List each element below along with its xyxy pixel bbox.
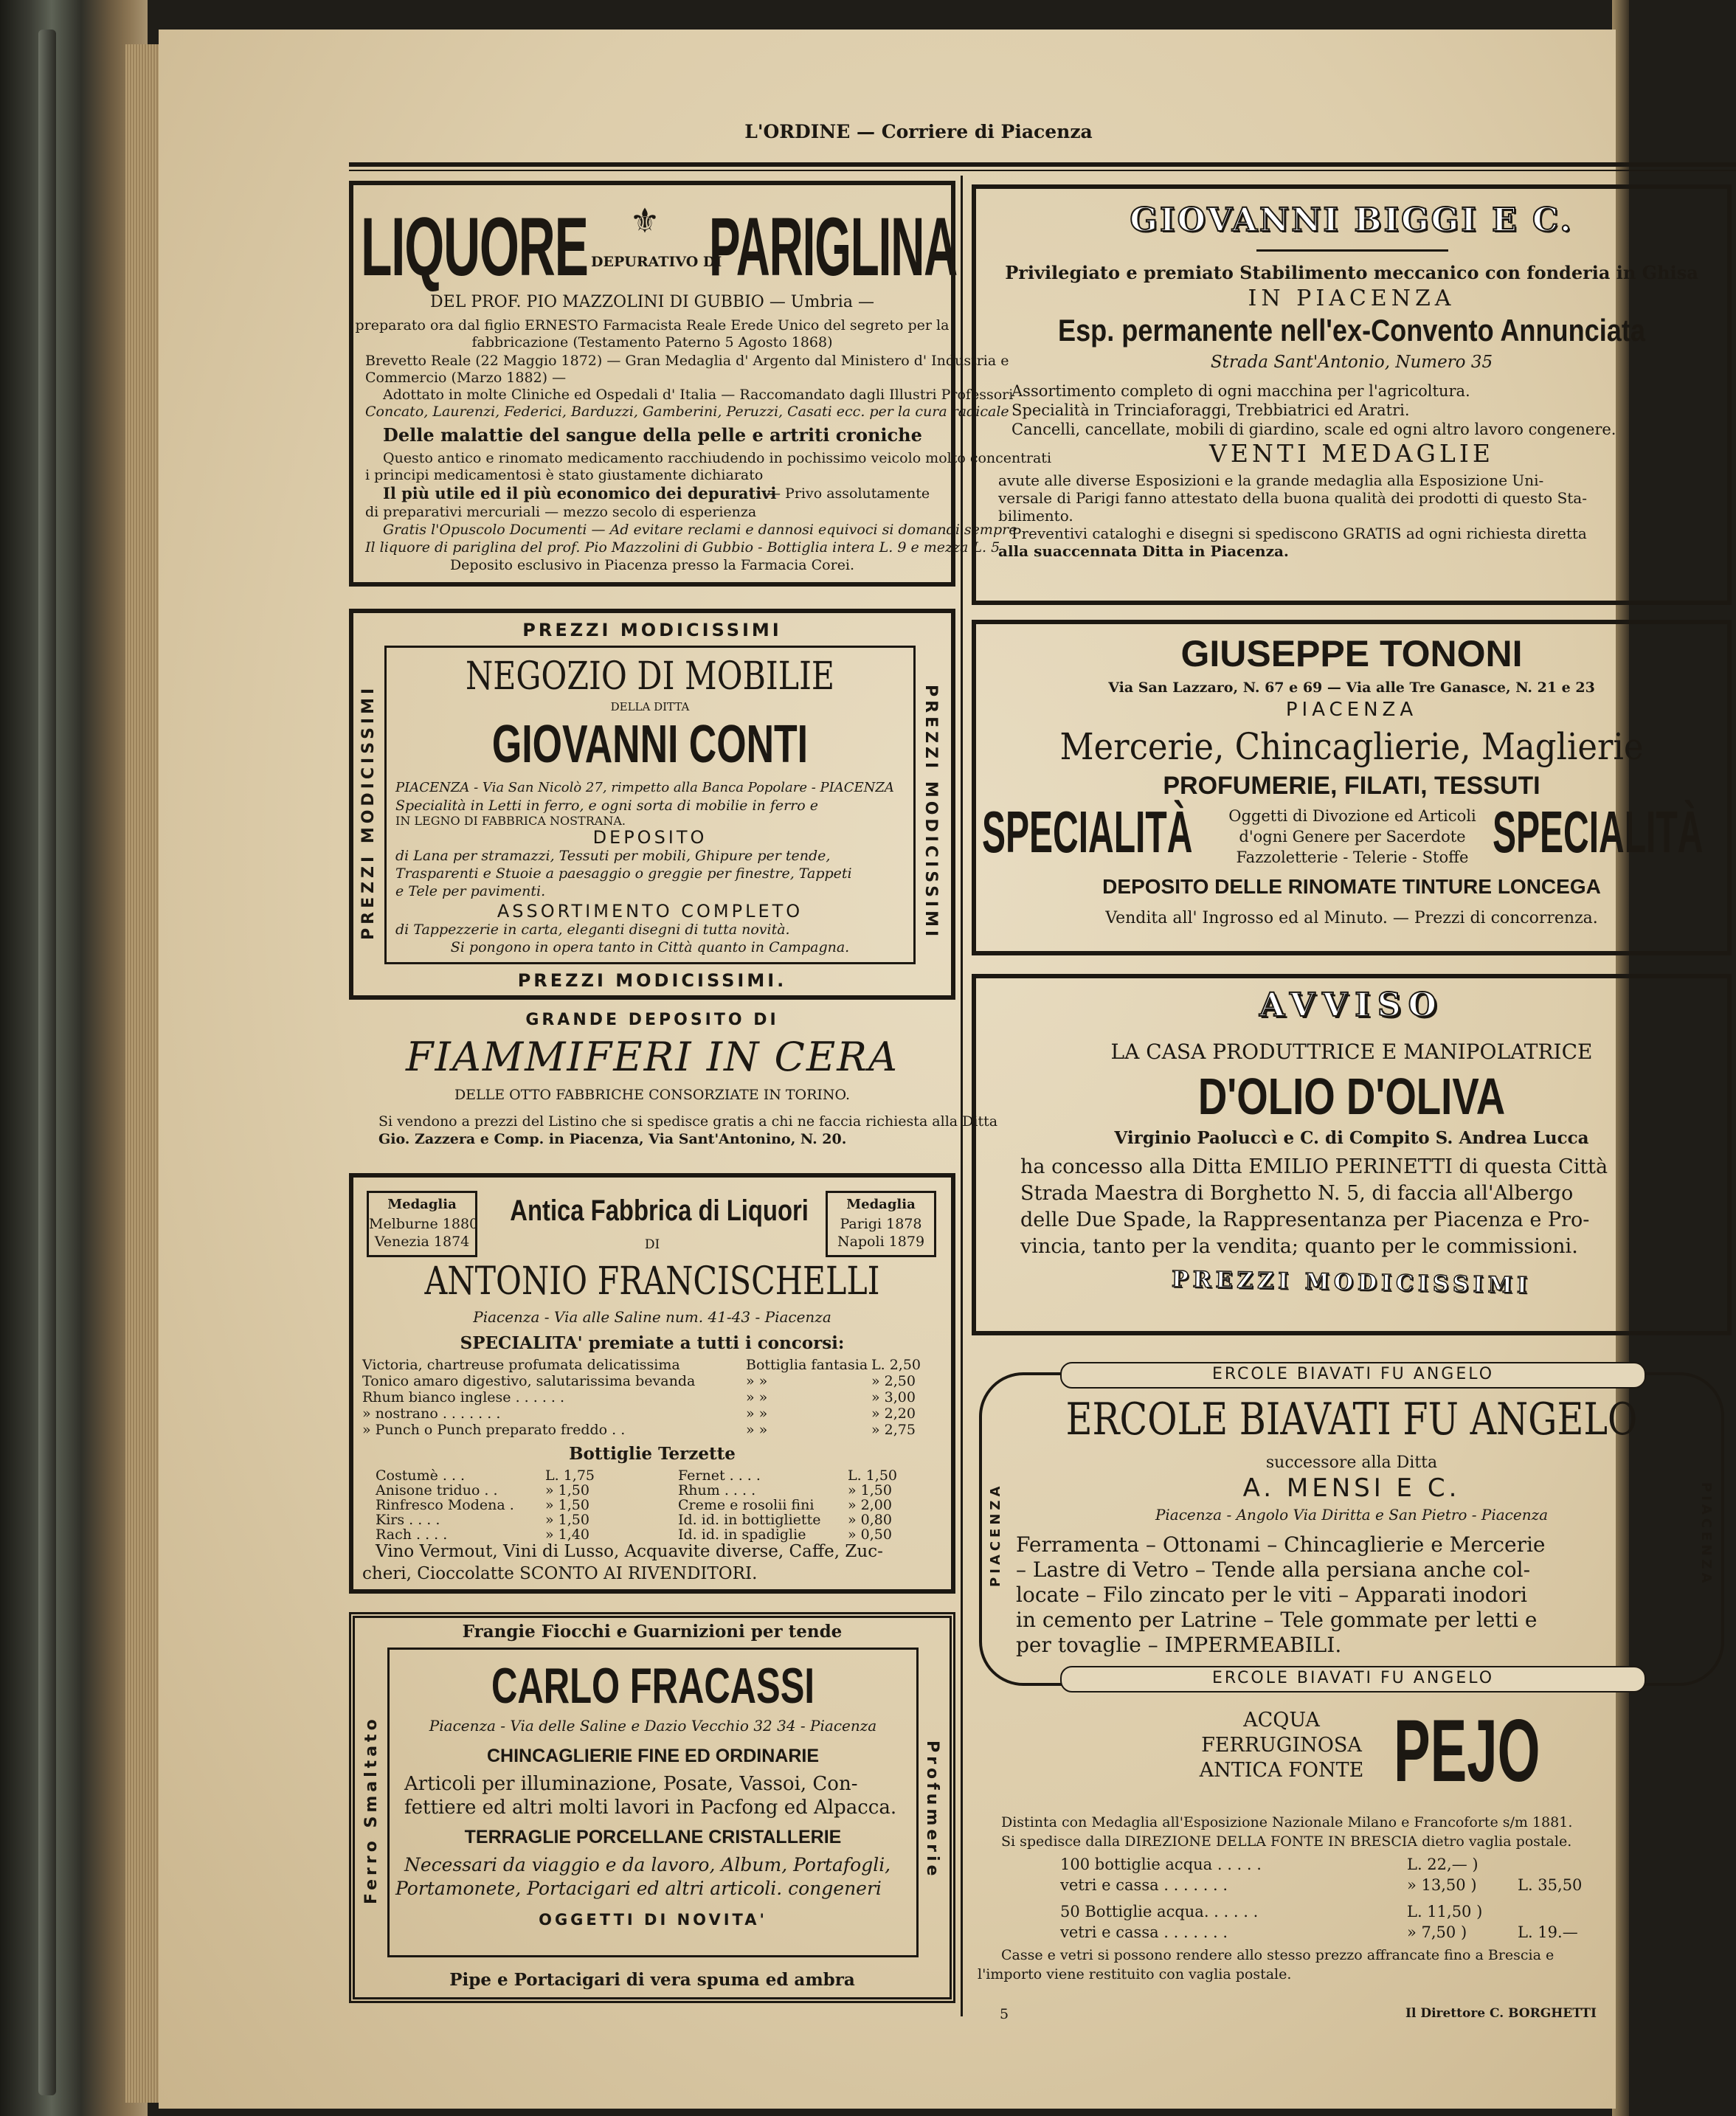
biavati-mensi: A. MENSI E C.: [1242, 1473, 1461, 1503]
fiammiferi-line: Si vendono a prezzi del Listino che si spedisce gratis a chi ne faccia richiesta alla Ditta: [378, 1113, 998, 1130]
pejo-price-table: [1060, 1856, 1650, 1945]
liquore-bold-line-2: Il più utile ed il più economico dei depurativi: [383, 484, 777, 502]
avviso-line: vincia, tanto per la vendita; quanto per le commissioni.: [1020, 1235, 1578, 1258]
liquore-line: Adottato in molte Cliniche ed Ospedali d' Italia — Raccomandato dagli Illustri Professori: [383, 387, 1014, 403]
fiammiferi-title: FIAMMIFERI IN CERA: [406, 1034, 899, 1080]
terzette-cell-n: Creme e rosolii fini: [678, 1497, 815, 1513]
terzette-cell-p: » 1,50: [848, 1482, 892, 1498]
conti-line: e Tele per pavimenti.: [395, 883, 546, 899]
liquore-line: Questo antico e rinomato medicamento racchiudendo in pochissimo veicolo molto concentrati: [383, 450, 1052, 466]
tononi-spec-left: SPECIALITÀ: [982, 799, 1193, 865]
liquore-line: Deposito esclusivo in Piacenza presso la Farmacia Corei.: [449, 557, 855, 573]
terzette-cell-n: Rach . . . .: [376, 1527, 448, 1543]
conti-inner-frame: [384, 646, 916, 964]
terzette-cell-p: » 0,50: [848, 1527, 892, 1543]
terzette-cell-p: » 1,50: [545, 1497, 589, 1513]
biggi-line: alla suaccennata Ditta in Piacenza.: [998, 542, 1289, 560]
francischelli-footer1: Vino Vermout, Vini di Lusso, Acquavite diverse, Caffe, Zuc-: [376, 1542, 883, 1561]
biavati-side-right: PIACENZA: [1698, 1482, 1714, 1587]
pejo-left-line: ANTICA FONTE: [1199, 1759, 1364, 1782]
pejo-cell-a: 50 Bottiglie acqua. . . . . .: [1060, 1903, 1259, 1920]
fracassi-terr: TERRAGLIE PORCELLANE CRISTALLERIE: [464, 1827, 842, 1847]
page-number: 5: [1000, 2006, 1009, 2022]
pejo-left-line: FERRUGINOSA: [1201, 1734, 1362, 1757]
fiammiferi-line: Gio. Zazzera e Comp. in Piacenza, Via Sant'Antonino, N. 20.: [378, 1131, 847, 1147]
pejo-cell-b: » 13,50 ): [1407, 1876, 1477, 1894]
ad-francischelli: [349, 1173, 955, 1594]
price-cell-b: » »: [746, 1422, 768, 1438]
fracassi-line: Necessari da viaggio e da lavoro, Album, Portafogli,: [404, 1854, 891, 1875]
tononi-spec-right: SPECIALITÀ: [1493, 799, 1704, 865]
conti-deposito: DEPOSITO: [592, 827, 708, 848]
ad-pejo: [972, 1701, 1732, 1999]
biavati-address: Piacenza - Angolo Via Diritta e San Pietro - Piacenza: [1155, 1506, 1549, 1524]
avviso-headline: D'OLIO D'OLIVA: [1197, 1068, 1506, 1125]
conti-name: GIOVANNI CONTI: [491, 715, 809, 774]
avviso-line: delle Due Spade, la Rappresentanza per Piacenza e Pro-: [1020, 1209, 1590, 1231]
fracassi-chinc: CHINCAGLIERIE FINE ED ORDINARIE: [486, 1746, 820, 1766]
liquore-line: Commercio (Marzo 1882) —: [365, 370, 567, 386]
price-cell-b: » »: [746, 1389, 768, 1406]
francischelli-di: DI: [644, 1237, 660, 1252]
tononi-center-line: d'ogni Genere per Sacerdote: [1239, 828, 1466, 846]
conti-della: DELLA DITTA: [610, 700, 690, 713]
price-cell-c: L. 2,50: [871, 1357, 921, 1373]
medal-right-title: Medaglia: [846, 1197, 916, 1212]
biggi-street: Strada Sant'Antonio, Numero 35: [1210, 353, 1493, 372]
price-cell-c: » 2,75: [871, 1422, 916, 1438]
pejo-cell-b: L. 11,50 ): [1407, 1903, 1483, 1920]
biavati-side-left: PIACENZA: [988, 1482, 1003, 1587]
price-cell-c: » 2,50: [871, 1373, 916, 1389]
francischelli-spec: SPECIALITA' premiate a tutti i concorsi:: [460, 1333, 845, 1353]
terzette-cell-p: » 1,40: [545, 1527, 589, 1543]
biggi-line: bilimento.: [998, 507, 1073, 525]
fiammiferi-sub: DELLE OTTO FABBRICHE CONSORZIATE IN TORINO.: [454, 1087, 851, 1103]
medal-box-left: [367, 1191, 477, 1257]
conti-line: di Tappezzerie in carta, eleganti disegni di tutta novità.: [395, 922, 790, 938]
conti-title: NEGOZIO DI MOBILIE: [465, 654, 835, 699]
conti-banner-bottom: PREZZI MODICISSIMI.: [517, 970, 787, 991]
conti-line: Trasparenti e Stuoie a paesaggio o greggie per finestre, Tappeti: [395, 865, 852, 882]
biggi-medals: VENTI MEDAGLIE: [1209, 439, 1494, 468]
terzette-cell-p: L. 1,50: [848, 1467, 898, 1484]
pejo-cell-c: L. 19.—: [1518, 1923, 1578, 1941]
francischelli-title: Antica Fabbrica di Liquori: [510, 1194, 809, 1227]
ad-avviso-olio: [972, 974, 1732, 1335]
liquore-line: Gratis l'Opuscolo Documenti — Ad evitare reclami e dannosi equivoci si domandi sempre: [383, 522, 1017, 538]
price-cell-b: » »: [746, 1406, 768, 1422]
terzette-cell-n: Fernet . . . .: [678, 1467, 761, 1484]
pejo-footer1: Casse e vetri si possono rendere allo stesso prezzo affrancate fino a Brescia e: [1001, 1947, 1555, 1963]
conti-line: IN LEGNO DI FABBRICA NOSTRANA.: [395, 814, 626, 828]
terzette-cell-n: Costumè . . .: [376, 1467, 466, 1484]
medal-right-l1: Parigi 1878: [840, 1216, 922, 1232]
terzette-title: Bottiglie Terzette: [569, 1444, 736, 1464]
medal-left-l1: Melburne 1880: [369, 1216, 479, 1232]
liquore-author: DEL PROF. PIO MAZZOLINI DI GUBBIO — Umbria —: [430, 293, 874, 311]
terzette-cell-n: Id. id. in bottigliette: [678, 1512, 821, 1528]
medal-left-l2: Venezia 1874: [374, 1234, 470, 1250]
terzette-cell-n: Id. id. in spadiglie: [678, 1527, 806, 1543]
pejo-cell-b: » 7,50 ): [1407, 1923, 1467, 1941]
terzette-cell-n: Rhum . . . .: [678, 1482, 756, 1498]
conti-address: PIACENZA - Via San Nicolò 27, rimpetto alla Banca Popolare - PIACENZA: [395, 780, 894, 795]
conti-banner-top: PREZZI MODICISSIMI: [522, 620, 782, 640]
tononi-sub: PROFUMERIE, FILATI, TESSUTI: [1163, 772, 1540, 800]
francischelli-name: ANTONIO FRANCISCHELLI: [424, 1259, 880, 1304]
conti-line: Specialità in Letti in ferro, e ogni sorta di mobilie in ferro e: [395, 798, 818, 814]
liquore-line: Brevetto Reale (22 Maggio 1872) — Gran Medaglia d' Argento dal Ministero d' Industria e: [365, 353, 1009, 369]
ad-giuseppe-tononi: [972, 620, 1732, 955]
biavati-line: per tovaglie – IMPERMEABILI.: [1016, 1633, 1342, 1657]
tononi-deposito: DEPOSITO DELLE RINOMATE TINTURE LONCEGA: [1102, 875, 1601, 898]
liquore-line: Concato, Laurenzi, Federici, Barduzzi, Gamberini, Peruzzi, Casati ecc. per la cura radicale: [365, 404, 1009, 420]
pejo-cell-a: 100 bottiglie acqua . . . . .: [1060, 1856, 1262, 1873]
director-credit: Il Direttore C. BORGHETTI: [1405, 2006, 1597, 2021]
biavati-succ: successore alla Ditta: [1265, 1453, 1438, 1472]
ad-carlo-fracassi: [349, 1612, 955, 2003]
terzette-cell-n: Rinfresco Modena .: [376, 1497, 514, 1513]
biavati-ribbon-top: [1060, 1362, 1646, 1389]
fracassi-address: Piacenza - Via delle Saline e Dazio Vecchio 32 34 - Piacenza: [429, 1717, 877, 1735]
fracassi-name: CARLO FRACASSI: [491, 1658, 815, 1714]
fracassi-novita: OGGETTI DI NOVITA': [539, 1911, 767, 1929]
terzette-cell-p: » 1,50: [545, 1512, 589, 1528]
liquore-word: LIQUORE: [361, 201, 588, 293]
francischelli-footer2: cheri, Cioccolatte SCONTO AI RIVENDITORI.: [362, 1564, 758, 1583]
terzette-cell-p: » 0,80: [848, 1512, 892, 1528]
biggi-line: Cancelli, cancellate, mobili di giardino, scale ed ogni altro lavoro congenere.: [1011, 421, 1616, 438]
pejo-cell-b: L. 22,— ): [1407, 1856, 1479, 1873]
ad-giovanni-biggi: [972, 184, 1732, 605]
price-cell-b: » »: [746, 1373, 768, 1389]
tononi-city: PIACENZA: [1285, 699, 1418, 721]
avviso-title: AVVISO: [1259, 986, 1444, 1024]
terzette-cell-n: Kirs . . . .: [376, 1512, 440, 1528]
biavati-line: in cemento per Latrine – Tele gommate per letti e: [1016, 1608, 1538, 1632]
tononi-footer: Vendita all' Ingrosso ed al Minuto. — Prezzi di concorrenza.: [1105, 909, 1598, 927]
biavati-title: ERCOLE BIAVATI FU ANGELO: [1065, 1394, 1638, 1445]
liquore-bold-line-2-tail: — Privo assolutamente: [767, 485, 930, 502]
liquore-line: fabbricazione (Testamento Paterno 5 Agosto 1868): [471, 334, 833, 350]
fracassi-inner-frame: [387, 1647, 919, 1957]
pejo-footer2: l'importo viene restituito con vaglia postale.: [978, 1966, 1292, 1982]
pejo-cell-a: vetri e cassa . . . . . . .: [1060, 1923, 1228, 1941]
francischelli-address: Piacenza - Via alle Saline num. 41-43 - Piacenza: [473, 1308, 831, 1326]
biavati-line: Ferramenta – Ottonami – Chincaglierie e Mercerie: [1016, 1532, 1546, 1557]
conti-line: Si pongono in opera tanto in Città quanto in Campagna.: [450, 939, 850, 955]
avviso-footer: PREZZI MODICISSIMI: [1171, 1266, 1532, 1299]
biavati-ribbon-bottom-text: ERCOLE BIAVATI FU ANGELO: [1211, 1669, 1495, 1687]
pejo-cell-c: L. 35,50: [1518, 1876, 1583, 1894]
masthead: L'ORDINE — Corriere di Piacenza: [744, 121, 1093, 142]
pejo-left-line: ACQUA: [1243, 1709, 1320, 1732]
price-cell-b: Bottiglia fantasia: [746, 1357, 868, 1373]
conti-assort: ASSORTIMENTO COMPLETO: [497, 901, 803, 922]
fracassi-side-right: Profumerie: [923, 1740, 941, 1880]
liquore-line: preparato ora dal figlio ERNESTO Farmacista Reale Erede Unico del segreto per la: [355, 317, 950, 333]
biggi-line: versale di Parigi fanno attestato della buona qualità dei prodotti di questo Sta-: [998, 489, 1587, 507]
ad-negozio-mobilie: [349, 609, 955, 1000]
fracassi-side-left: Ferro Smaltato: [362, 1715, 381, 1904]
liquore-line: Il liquore di pariglina del prof. Pio Mazzolini di Gubbio - Bottiglia intera L. 9 e mezza L. 5: [365, 539, 1000, 556]
binding-strap: [38, 30, 56, 2095]
conti-line: di Lana per stramazzi, Tessuti per mobili, Ghipure per tende,: [395, 848, 831, 864]
biavati-line: – Lastre di Vetro – Tende alla persiana anche col-: [1016, 1557, 1531, 1582]
terzette-cell-p: » 2,00: [848, 1497, 892, 1513]
depurativo-di: DEPURATIVO DI: [591, 254, 722, 270]
avviso-line: Strada Maestra di Borghetto N. 5, di faccia all'Albergo: [1020, 1182, 1574, 1205]
pejo-cell-a: vetri e cassa . . . . . . .: [1060, 1876, 1228, 1894]
crest-icon: ⚜: [629, 201, 660, 241]
ad-fiammiferi: [349, 1011, 998, 1166]
price-cell-a: Rhum bianco inglese . . . . . .: [362, 1389, 565, 1406]
fiammiferi-pre: GRANDE DEPOSITO DI: [525, 1011, 779, 1029]
medal-right-l2: Napoli 1879: [837, 1234, 925, 1250]
liquore-line: i principi medicamentosi è stato giustamente dichiarato: [365, 467, 764, 483]
pariglina-word: PARIGLINA: [709, 201, 958, 293]
price-cell-a: » nostrano . . . . . . .: [362, 1406, 501, 1422]
avviso-line1: LA CASA PRODUTTRICE E MANIPOLATRICE: [1110, 1040, 1593, 1064]
price-cell-c: » 3,00: [871, 1389, 916, 1406]
pejo-line: Si spedisce dalla DIREZIONE DELLA FONTE IN BRESCIA dietro vaglia postale.: [1001, 1833, 1572, 1850]
medal-left-title: Medaglia: [387, 1197, 457, 1212]
terzette-cell-p: » 1,50: [545, 1482, 589, 1498]
price-cell-c: » 2,20: [871, 1406, 916, 1422]
newspaper-page: [159, 30, 1714, 2109]
biggi-expo: Esp. permanente nell'ex-Convento Annunciata: [1057, 313, 1646, 348]
pejo-line: Distinta con Medaglia all'Esposizione Nazionale Milano e Francoforte s/m 1881.: [1001, 1814, 1573, 1830]
biggi-line: Preventivi cataloghi e disegni si spediscono GRATIS ad ogni richiesta diretta: [1011, 525, 1587, 542]
tononi-headline: Mercerie, Chincaglierie, Maglierie: [1059, 725, 1644, 768]
tononi-title: GIUSEPPE TONONI: [1180, 633, 1523, 674]
biggi-line: avute alle diverse Esposizioni e la grande medaglia alla Esposizione Uni-: [998, 471, 1544, 489]
biggi-line1: Privilegiato e premiato Stabilimento meccanico con fonderia in Ghisa: [1005, 262, 1698, 283]
avviso-line: ha concesso alla Ditta EMILIO PERINETTI di questa Città: [1020, 1155, 1608, 1178]
biavati-line: locate – Filo zincato per le viti – Apparati inodori: [1016, 1583, 1527, 1607]
biggi-line: Specialità in Trinciaforaggi, Trebbiatrici ed Aratri.: [1011, 401, 1410, 419]
biggi-city: IN PIACENZA: [1248, 286, 1456, 311]
biavati-ribbon-top-text: ERCOLE BIAVATI FU ANGELO: [1211, 1365, 1495, 1383]
liquore-line: di preparativi mercuriali — mezzo secolo di esperienza: [365, 504, 757, 520]
avviso-bold: Virginio Paoluccì e C. di Compito S. Andrea Lucca: [1114, 1128, 1589, 1148]
conti-side-left: PREZZI MODICISSIMI: [359, 684, 378, 941]
biggi-flourish: [1256, 249, 1448, 252]
fracassi-line: Portamonete, Portacigari ed altri articoli. congeneri: [395, 1878, 882, 1899]
biggi-title: GIOVANNI BIGGI E C.: [1130, 201, 1574, 239]
conti-side-right: PREZZI MODICISSIMI: [921, 684, 940, 941]
tononi-address: Via San Lazzaro, N. 67 e 69 — Via alle Tre Ganasce, N. 21 e 23: [1108, 680, 1595, 696]
price-cell-a: Tonico amaro digestivo, salutarissima bevanda: [362, 1373, 696, 1389]
masthead-rule-thin: [349, 170, 1736, 171]
fracassi-top: Frangie Fiocchi e Guarnizioni per tende: [462, 1622, 843, 1642]
tononi-center-line: Oggetti di Divozione ed Articoli: [1228, 807, 1476, 825]
fracassi-line: fettiere ed altri molti lavori in Pacfong ed Alpacca.: [404, 1797, 897, 1819]
fracassi-line: Articoli per illuminazione, Posate, Vassoi, Con-: [404, 1773, 858, 1795]
medal-box-right: [826, 1191, 936, 1257]
biggi-line: Assortimento completo di ogni macchina per l'agricoltura.: [1011, 382, 1470, 400]
liquore-bold-line: Delle malattie del sangue della pelle e artriti croniche: [383, 424, 922, 446]
tononi-center-line: Fazzoletterie - Telerie - Stoffe: [1236, 848, 1469, 866]
ad-biavati: [972, 1358, 1732, 1697]
pejo-brand: PEJO: [1394, 1701, 1540, 1800]
terzette-cell-n: Anisone triduo . .: [376, 1482, 498, 1498]
masthead-rule: [349, 162, 1736, 167]
fracassi-bottom: Pipe e Portacigari di vera spuma ed ambra: [449, 1970, 855, 1990]
price-cell-a: » Punch o Punch preparato freddo . .: [362, 1422, 626, 1438]
price-cell-a: Victoria, chartreuse profumata delicatissima: [362, 1357, 680, 1373]
biavati-ribbon-bottom: [1060, 1666, 1646, 1693]
terzette-cell-p: L. 1,75: [545, 1467, 595, 1484]
